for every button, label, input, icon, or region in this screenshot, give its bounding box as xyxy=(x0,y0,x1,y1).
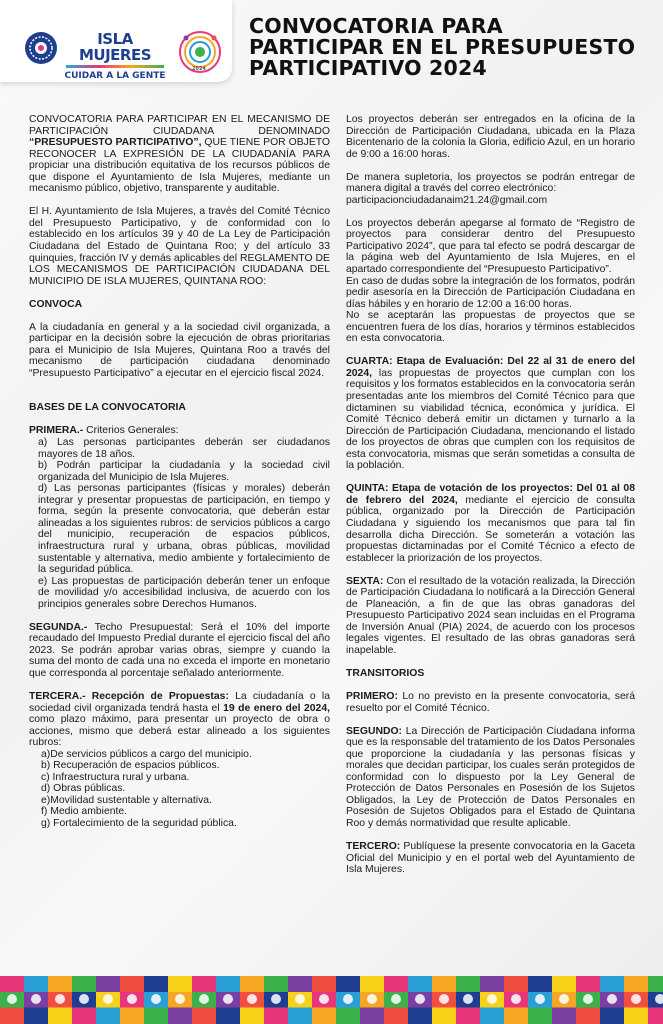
list-item: b) Recuperación de espacios públicos. xyxy=(41,760,220,772)
footer-pattern-dot xyxy=(559,994,569,1004)
left-column xyxy=(29,114,330,830)
advice-paragraph: En caso de dudas sobre la integración de los formatos, podrán pedir asesoría en la Dirección de Participación Ciudadana en días hábiles y en horario de 12:00 a 16:00 horas. xyxy=(346,275,635,310)
brand-block xyxy=(62,31,168,81)
footer-pattern-dot xyxy=(607,994,617,1004)
tercero-label: TERCERO: xyxy=(346,841,401,853)
segunda-text: Techo Presupuestal: Será el 10% del importe recaudado del Impuesto Predial durante el ejercicio fiscal del año 2023. Se podrán aprobar varias obras, siempre y cuando la suma del monto de cada una no exceda el importe en monetario que corresponda al porcentaje señalado anteriormente. xyxy=(29,621,330,679)
footer-pattern-tile xyxy=(240,976,264,1024)
list-item: b) Podrán participar la ciudadanía y la sociedad civil organizada del Municipio de Isla Mujeres. xyxy=(38,460,330,483)
municipal-seal-icon xyxy=(24,31,58,65)
footer-pattern-tile xyxy=(96,976,120,1024)
right-column xyxy=(346,114,635,887)
footer-pattern-tile xyxy=(288,976,312,1024)
footer-pattern-tile xyxy=(168,976,192,1024)
intro-text-c: QUE TIENE POR OBJETO RECONOCER LA EXPRESIÓN DE LA CIUDADANÍA PARA propiciar una distribución equitativa de los recursos públicos de que dispone el Ayuntamiento de Isla Mujeres, mediante un mecanismo público, objetivo, transparente y auditable. xyxy=(29,137,330,195)
list-item: g) Fortalecimiento de la seguridad pública. xyxy=(41,817,237,829)
footer-pattern-tile xyxy=(552,976,576,1024)
footer-pattern-dot xyxy=(631,994,641,1004)
footer-pattern-tile xyxy=(432,976,456,1024)
tercero-paragraph xyxy=(346,841,635,876)
list-item: e)Movilidad sustentable y alternativa. xyxy=(41,794,212,806)
footer-pattern-tile xyxy=(312,976,336,1024)
footer-pattern-tile xyxy=(624,976,648,1024)
footer-pattern-dot xyxy=(55,994,65,1004)
footer-pattern-dot xyxy=(247,994,257,1004)
footer-pattern-dot xyxy=(343,994,353,1004)
sexta-label: SEXTA: xyxy=(346,575,384,587)
digital-delivery-paragraph xyxy=(346,172,635,207)
footer-pattern-tile xyxy=(216,976,240,1024)
primera-title-text: Criterios Generales: xyxy=(83,425,179,437)
list-item: d) Las personas participantes (físicas y morales) deberán integrar y presentar propuestas de participación, en tiempo y forma, según la presente convocatoria, que deberán estar alineadas a los siguientes rubros: de servicios públicos a cargo del municipio, recuperación de espacios públicos, infraestructura rural y urbana, obras públicas, movilidad sustentable y alternativa, medio ambiente y fortalecimiento de la seguridad pública. xyxy=(38,483,330,576)
tercero-text: Publíquese la presente convocatoria en la Gaceta Oficial del Municipio y en el portal web del Ayuntamiento de Isla Mujeres. xyxy=(346,841,635,876)
footer-pattern-dot xyxy=(583,994,593,1004)
segundo-label: SEGUNDO: xyxy=(346,725,402,737)
quinta-text: mediante el ejercicio de consulta pública, organizado por la Dirección de Participación Ciudadana y siguiendo los mecanismos que para tal fin desarrolla dicha Dirección. Se someterán a votación las propuestas dictaminadas por el Comité Técnico a efecto de establecer la priorización de los proyectos. xyxy=(346,494,635,564)
footer-pattern-tile xyxy=(600,976,624,1024)
page-title-line-3: PARTICIPATIVO 2024 xyxy=(249,56,487,80)
cuarta-label: CUARTA: Etapa de Evaluación: Del 22 al 31 de enero del 2024, xyxy=(346,356,635,379)
tercera-text-a: La ciudadanía o la sociedad civil organizada tendrá hasta el xyxy=(29,690,330,714)
footer-pattern-dot xyxy=(487,994,497,1004)
primero-label: PRIMERO: xyxy=(346,691,398,703)
footer-pattern-tile xyxy=(0,976,24,1024)
primero-paragraph xyxy=(346,691,635,714)
primera-label: PRIMERA.- xyxy=(29,425,84,437)
footer-pattern-tile xyxy=(528,976,552,1024)
decorative-footer-pattern xyxy=(0,976,663,1024)
list-item: c) Infraestructura rural y urbana. xyxy=(41,771,190,783)
delivery-paragraph: Los proyectos deberán ser entregados en la oficina de la Dirección de Participación Ciudadana, ubicada en la Plaza Bicentenario de la colonia la Gloria, edificio Azul, en un horario de 9:00 a 16:00 horas. xyxy=(346,114,635,160)
list-item: f) Medio ambiente. xyxy=(41,806,128,818)
brand-slogan: CUIDAR A LA GENTE xyxy=(64,71,166,81)
intro-text-a: CONVOCATORIA PARA PARTICIPAR EN EL MECANISMO DE PARTICIPACIÓN CIUDADANA DENOMINADO xyxy=(29,114,330,137)
footer-pattern-dot xyxy=(223,994,233,1004)
list-item: a) Las personas participantes deberán ser ciudadanos mayores de 18 años. xyxy=(38,437,330,460)
footer-pattern-tile xyxy=(336,976,360,1024)
footer-pattern-dot xyxy=(175,994,185,1004)
legal-basis-paragraph: El H. Ayuntamiento de Isla Mujeres, a través del Comité Técnico del Presupuesto Participativo, y de conformidad con lo establecido en los artículos 39 y 40 de La Ley de Participación Ciudadana del Estado de Quintana Roo; y del artículo 33 quinquies, fracción IV y demás aplicables del REGLAMENTO DE LOS MECANISMOS DE PARTICIPACIÓN CIUDADANA DEL MUNICIPIO DE ISLA MUJERES, QUINTANA ROO: xyxy=(29,206,330,287)
list-item: d) Obras públicas. xyxy=(41,783,126,795)
footer-pattern-dot xyxy=(103,994,113,1004)
page-title-line-1: CONVOCATORIA PARA xyxy=(249,14,503,38)
segundo-text: La Dirección de Participación Ciudadana informa que es la responsable del tratamiento de los Datos Personales que proporcione la ciudadanía y las personas físicas y morales que decidan participar, los cuales serán protegidos de conformidad con lo dispuesto por la Ley General de Protección de Datos Personales en Posesión de los Sujetos Obligados, la Ley de Protección de Datos Personales en Posesión de Sujetos Obligados para el Estado de Quintana Roo y demás normatividad que resulte aplicable. xyxy=(346,725,635,829)
footer-pattern-dot xyxy=(367,994,377,1004)
tercera-deadline: 19 de enero del 2024, xyxy=(223,702,330,714)
footer-pattern-tile xyxy=(264,976,288,1024)
rejection-paragraph: No se aceptarán las propuestas de proyectos que se encuentren fuera de los días, horarios y términos establecidos en esta convocatoria. xyxy=(346,310,635,345)
tercera-text-b: como plazo máximo, para presentar un proyecto de obra o acciones, mismo que deberá estar alineado a los siguientes rubros: xyxy=(29,714,330,749)
footer-pattern-dot xyxy=(199,994,209,1004)
footer-pattern-dot xyxy=(391,994,401,1004)
footer-pattern-dot xyxy=(463,994,473,1004)
footer-pattern-dot xyxy=(295,994,305,1004)
footer-pattern-dot xyxy=(535,994,545,1004)
tercera-paragraph xyxy=(29,691,330,749)
list-item: e) Las propuestas de participación deberán tener un enfoque de movilidad y/o accesibilidad inclusiva, de acuerdo con los principios generales sobre Derechos Humanos. xyxy=(38,575,330,610)
brand-name: ISLA MUJERES xyxy=(78,30,152,64)
footer-pattern-tile xyxy=(360,976,384,1024)
intro-paragraph xyxy=(29,114,330,195)
footer-pattern-tile xyxy=(72,976,96,1024)
email-link[interactable]: participacionciudadanaim21.24@gmail.com xyxy=(346,194,548,206)
page-title xyxy=(249,16,649,79)
cuarta-paragraph xyxy=(346,356,635,471)
footer-pattern-tile xyxy=(408,976,432,1024)
footer-pattern-dot xyxy=(127,994,137,1004)
cuarta-text: las propuestas de proyectos que cumplan con los requisitos y los formatos establecidos en la convocatoria serán presentadas ante los miembros del Comité Técnico para que dictaminen su viabilidad técnica, económica y jurídica. El Comité Técnico deberá emitir un dictamen y turnarlo a la Dirección de Participación Ciudadana, mencionando el listado de los proyectos de obras que cumplen con los requisitos de esta convocatoria, mismas que serán sometidas a consulta de la población. xyxy=(346,367,635,472)
convoca-paragraph: A la ciudadanía en general y a la sociedad civil organizada, a participar en la decisión sobre la ejecución de obras prioritarias para el Municipio de Isla Mujeres, Quintana Roo a través del mecanismo de participación ciudadana denominado “Presupuesto Participativo” a ejecutar en el ejercicio fiscal 2024. xyxy=(29,321,330,379)
quinta-label: QUINTA: Etapa de votación de los proyectos: Del 01 al 08 de febrero del 2024, xyxy=(346,483,635,506)
footer-pattern-dot xyxy=(655,994,663,1004)
footer-pattern-tile xyxy=(480,976,504,1024)
logo-card xyxy=(0,0,232,82)
footer-pattern-tile xyxy=(192,976,216,1024)
convoca-heading: CONVOCA xyxy=(29,298,83,310)
digital-delivery-text: De manera supletoria, los proyectos se podrán entregar de manera digital a través del correo electrónico: xyxy=(346,171,635,195)
footer-pattern-dot xyxy=(151,994,161,1004)
footer-pattern-dot xyxy=(415,994,425,1004)
segundo-paragraph xyxy=(346,726,635,830)
footer-pattern-tile xyxy=(504,976,528,1024)
primero-text: Lo no previsto en la presente convocatoria, será resuelto por el Comité Técnico. xyxy=(346,691,635,714)
page-title-line-2: PARTICIPAR EN EL PRESUPUESTO xyxy=(249,35,636,59)
quinta-paragraph xyxy=(346,483,635,564)
sexta-paragraph xyxy=(346,576,635,657)
tercera-list xyxy=(41,749,330,830)
footer-pattern-dot xyxy=(271,994,281,1004)
intro-text-bold: “PRESUPUESTO PARTICIPATIVO”, xyxy=(29,137,202,149)
format-paragraph: Los proyectos deberán apegarse al formato de “Registro de proyectos para considerar dentro del Presupuesto Participativo 2024”, que para tal efecto se podrá descargar de la página web del Ayuntamiento de Isla Mujeres, en el apartado correspondiente del “Presupuesto Participativo”. xyxy=(346,217,635,276)
brand-color-bar xyxy=(66,65,164,68)
primera-list xyxy=(38,437,330,610)
list-item: a)De servicios públicos a cargo del municipio. xyxy=(41,748,252,760)
spacer xyxy=(29,391,330,403)
footer-pattern-tile xyxy=(576,976,600,1024)
footer-pattern-tile xyxy=(48,976,72,1024)
footer-pattern-tile xyxy=(456,976,480,1024)
footer-pattern-tile xyxy=(144,976,168,1024)
footer-pattern-dot xyxy=(511,994,521,1004)
footer-pattern-dot xyxy=(7,994,17,1004)
bases-heading: BASES DE LA CONVOCATORIA xyxy=(29,402,186,414)
footer-pattern-dot xyxy=(319,994,329,1004)
tercera-label: TERCERA.- Recepción de Propuestas: xyxy=(29,690,229,702)
footer-pattern-dot xyxy=(79,994,89,1004)
sexta-text: Con el resultado de la votación realizada, la Dirección de Participación Ciudadana lo notificará a la Dirección General de Planeación, a fin de que las obras ganadoras del Presupuesto Participativo 2024 sean incluidas en el Programa de Inversión Anual (PIA) 2024, de acuerdo con los procesos legales vigentes. El resultado de las obras ganadoras será inapelable. xyxy=(346,575,635,656)
footer-pattern-tile xyxy=(384,976,408,1024)
footer-pattern-tile xyxy=(24,976,48,1024)
transitorios-heading: TRANSITORIOS xyxy=(346,667,425,679)
segunda-label: SEGUNDA.- xyxy=(29,621,88,633)
footer-pattern-dot xyxy=(439,994,449,1004)
primera-title xyxy=(29,425,330,437)
pp-logo-year: 2024 xyxy=(192,66,206,72)
footer-pattern-dot xyxy=(31,994,41,1004)
footer-pattern-tile xyxy=(648,976,663,1024)
footer-pattern-tile xyxy=(120,976,144,1024)
segunda-paragraph xyxy=(29,622,330,680)
